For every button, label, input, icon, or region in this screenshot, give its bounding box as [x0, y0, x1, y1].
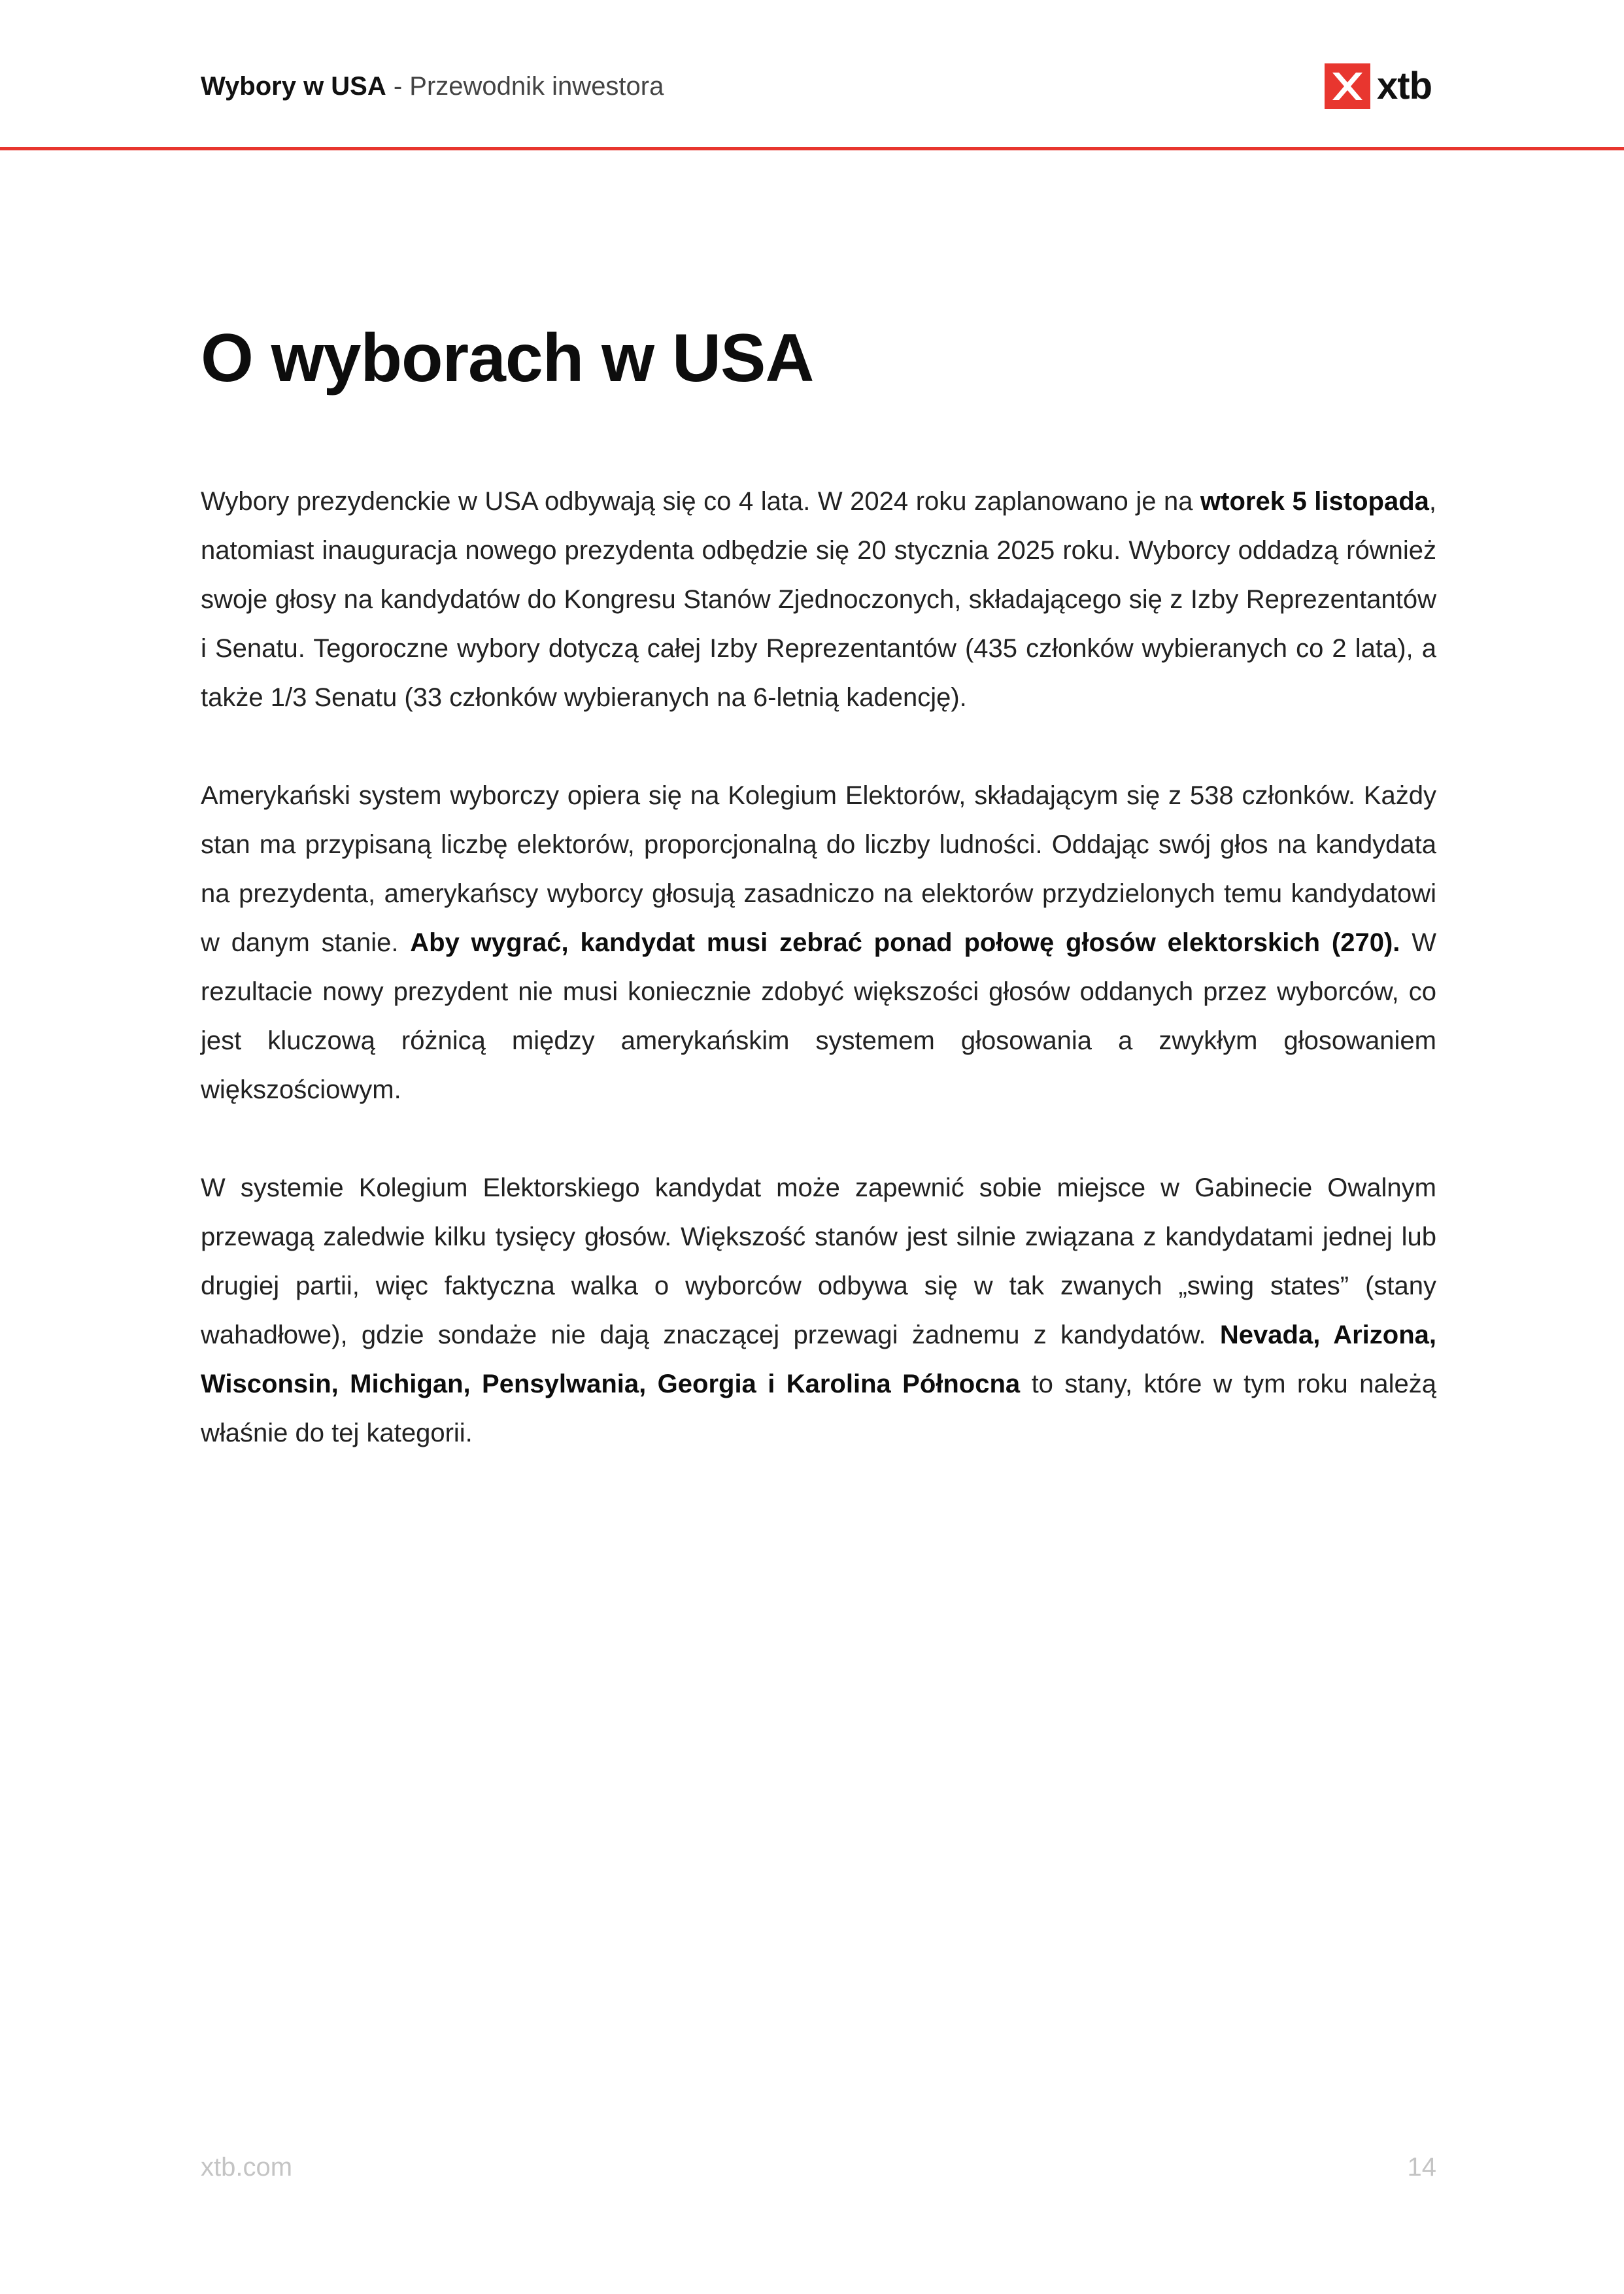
text-run: Amerykański system wyborczy opiera się na Kolegium Elektorów, składającym się z 538 członków. Każdy stan ma przypisaną liczbę elektorów, proporcjonalną do liczby ludności. Oddając swój głos na kandydata na prezydenta, amerykańscy wyborcy głosują zasadniczo na elektorów przydzielonych temu kandydatowi w danym stanie. — [201, 781, 1436, 957]
page-number: 14 — [1407, 2153, 1436, 2182]
text-run: W rezultacie nowy prezydent nie musi koniecznie zdobyć większości głosów oddanych przez wyborców, co jest kluczową różnicą między amerykańskim systemem głosowania a zwykłym głosowaniem większościowym. — [201, 928, 1437, 1104]
footer-site-link[interactable]: xtb.com — [201, 2153, 293, 2182]
header-title-subtitle: - Przewodnik inwestora — [386, 72, 664, 101]
text-run: W systemie Kolegium Elektorskiego kandydat może zapewnić sobie miejsce w Gabinecie Owalnym przewagą zaledwie kilku tysięcy głosów. Większość stanów jest silnie związana z kandydatami jednej lub drugiej partii, więc faktyczna walka o wyborców odbywa się w tak zwanych „swing states” (stany wahadłowe), gdzie sondaże nie dają znaczącej przewagi żadnemu z kandydatów. — [201, 1173, 1436, 1349]
logo-text: xtb — [1377, 65, 1432, 107]
text-run: , natomiast inauguracja nowego prezydenta odbędzie się 20 stycznia 2025 roku. Wyborcy oddadzą również swoje głosy na kandydatów do Kongresu Stanów Zjednoczonych, składającego się z Izby Reprezentantów i Senatu. Tegoroczne wybory dotyczą całej Izby Reprezentantów (435 członków wybieranych co 2 lata), a także 1/3 Senatu (33 członków wybieranych na 6-letnią kadencję). — [201, 487, 1437, 712]
bold-text-run: wtorek 5 listopada — [1200, 487, 1429, 516]
bold-text-run: Nevada, Arizona, Wisconsin, Michigan, Pensylwania, Georgia i Karolina Północna — [201, 1321, 1436, 1398]
paragraph — [201, 477, 1436, 722]
paragraph — [201, 1164, 1436, 1458]
page-title: O wyborach w USA — [201, 320, 814, 396]
xtb-logo — [1325, 63, 1432, 109]
text-run: Wybory prezydenckie w USA odbywają się co 4 lata. W 2024 roku zaplanowano je na — [201, 487, 1201, 516]
paragraph — [201, 771, 1436, 1115]
article-body — [201, 477, 1436, 1507]
text-run: to stany, które w tym roku należą właśnie do tej kategorii. — [201, 1370, 1436, 1447]
header-title — [201, 70, 664, 103]
xtb-logo-icon — [1325, 63, 1370, 109]
bold-text-run: Aby wygrać, kandydat musi zebrać ponad połowę głosów elektorskich (270). — [410, 928, 1400, 957]
page-header — [0, 0, 1624, 150]
header-title-bold: Wybory w USA — [201, 72, 386, 101]
